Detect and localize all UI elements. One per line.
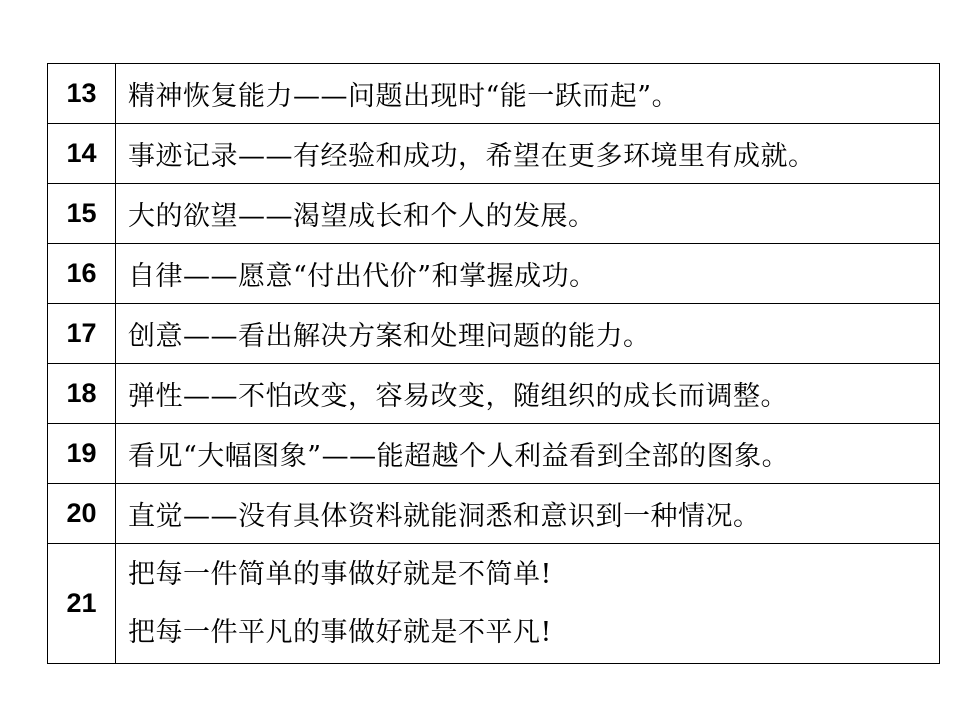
table-row [48,64,940,124]
row-text-line-2: 把每一件平凡的事做好就是不平凡! [128,616,552,648]
row-number: 13 [48,64,116,124]
row-number: 20 [48,484,116,544]
row-text-multiline [116,544,940,664]
table-row [48,364,940,424]
row-text: 大的欲望——渴望成长和个人的发展。 [116,184,940,244]
row-number: 14 [48,124,116,184]
row-text: 直觉——没有具体资料就能洞悉和意识到一种情况。 [116,484,940,544]
table-row [48,424,940,484]
row-number: 21 [48,544,116,664]
table-row [48,304,940,364]
table-row-last [48,544,940,664]
row-text: 创意——看出解决方案和处理问题的能力。 [116,304,940,364]
row-number: 19 [48,424,116,484]
row-text: 事迹记录——有经验和成功，希望在更多环境里有成就。 [116,124,940,184]
table-row [48,124,940,184]
table-row [48,484,940,544]
row-number: 15 [48,184,116,244]
row-text: 自律——愿意“付出代价”和掌握成功。 [116,244,940,304]
row-number: 16 [48,244,116,304]
row-text: 弹性——不怕改变，容易改变，随组织的成长而调整。 [116,364,940,424]
row-text: 精神恢复能力——问题出现时“能一跃而起”。 [116,64,940,124]
row-text-line-1: 把每一件简单的事做好就是不简单! [128,558,552,590]
qualities-table [47,63,940,664]
table-row [48,244,940,304]
row-number: 18 [48,364,116,424]
table-row [48,184,940,244]
row-number: 17 [48,304,116,364]
row-text: 看见“大幅图象”——能超越个人利益看到全部的图象。 [116,424,940,484]
